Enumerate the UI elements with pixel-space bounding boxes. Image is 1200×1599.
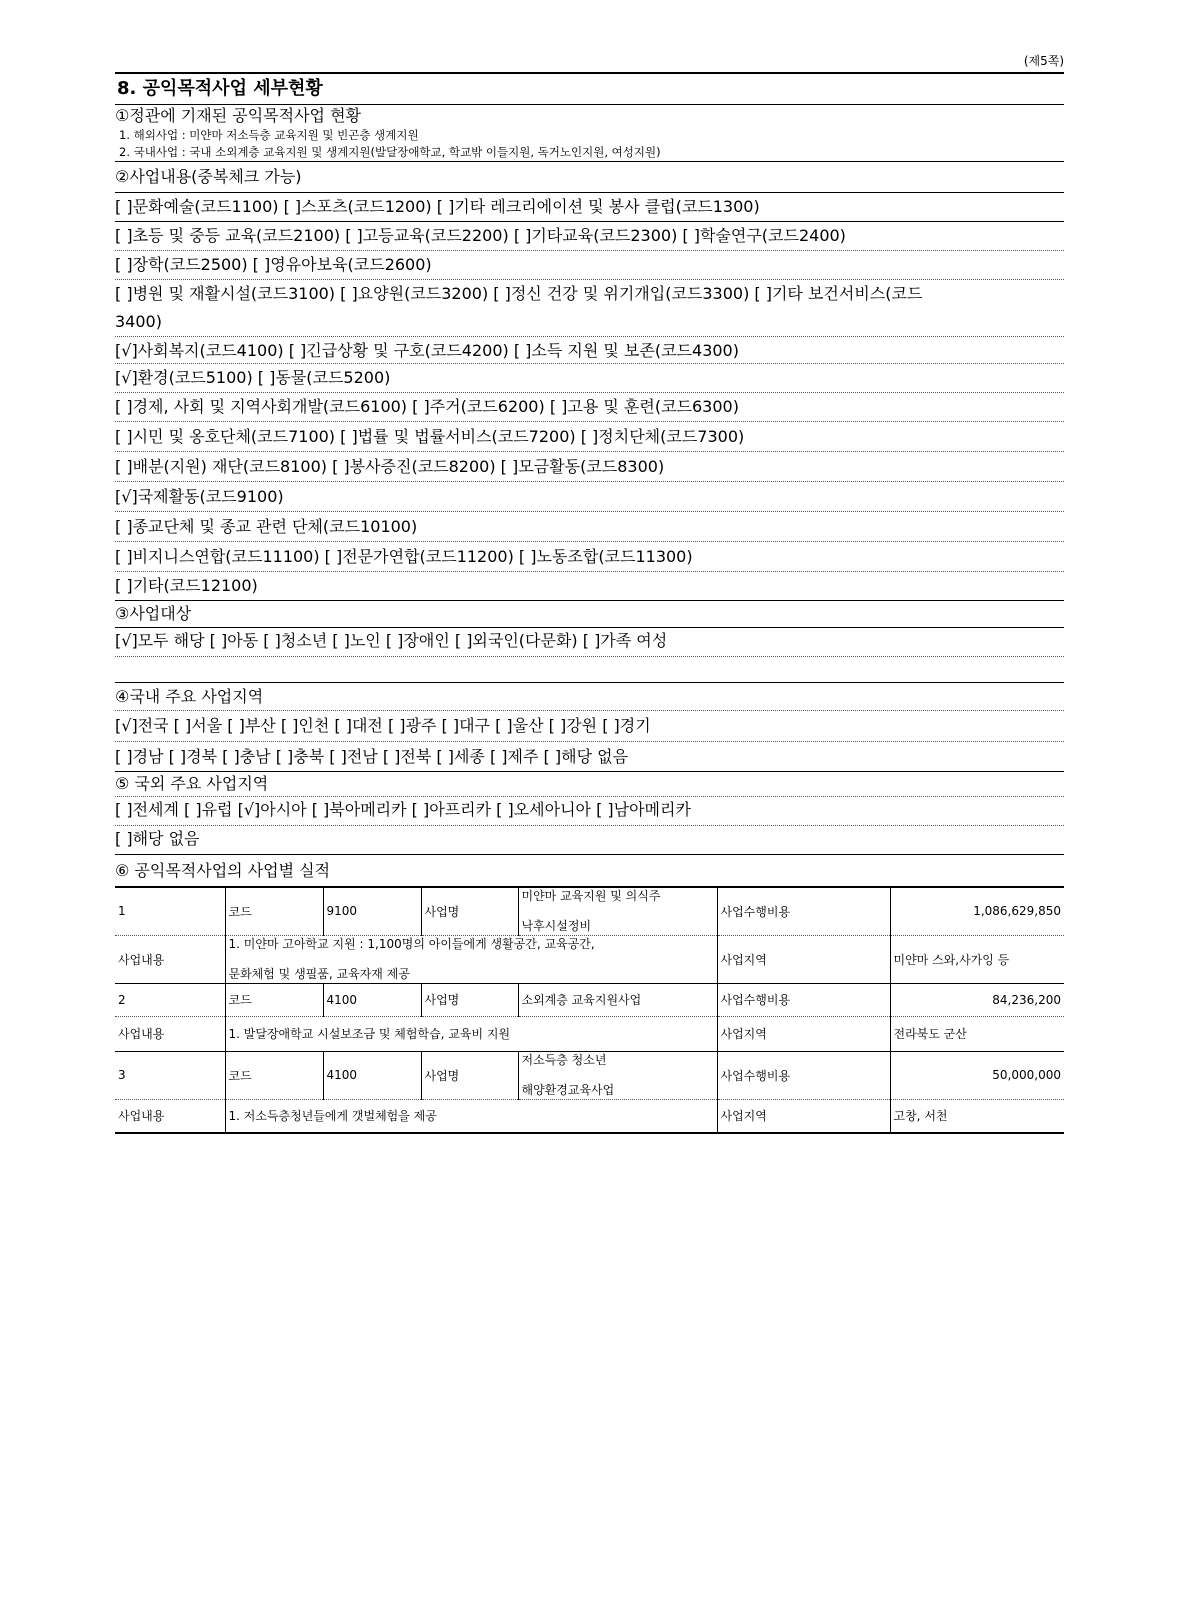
table-row — [115, 1016, 1064, 1051]
name-label: 사업명 — [421, 1051, 518, 1099]
table-row — [115, 935, 1064, 983]
cost-value[interactable]: 1,086,629,850 — [890, 887, 1064, 935]
code-value[interactable]: 9100 — [323, 887, 421, 935]
code-value[interactable]: 4100 — [323, 983, 421, 1016]
business-option-line[interactable]: [√]사회복지(코드4100) [ ]긴급상황 및 구호(코드4200) [ ]소득 지원 및 보존(코드4300) — [115, 337, 1064, 364]
table-row — [115, 887, 1064, 935]
region-label: 사업지역 — [717, 1099, 890, 1133]
region-label: 사업지역 — [717, 935, 890, 983]
project-name-line: 미얀마 교육지원 및 의식주 — [521, 889, 661, 904]
region-value[interactable]: 고창, 서천 — [890, 1099, 1064, 1133]
project-name-line: 해양환경교육사업 — [521, 1083, 615, 1097]
content-cell[interactable]: 1. 발달장애학교 시설보조금 및 체험학습, 교육비 지원 — [225, 1016, 717, 1051]
code-label: 코드 — [225, 983, 323, 1016]
section-4-heading: ④국내 주요 사업지역 — [115, 683, 1064, 711]
business-option-line[interactable]: [ ]경제, 사회 및 지역사회개발(코드6100) [ ]주거(코드6200) [ ]고용 및 훈련(코드6300) — [115, 393, 1064, 422]
section-title-row — [115, 72, 1064, 105]
content-label: 사업내용 — [115, 935, 225, 983]
table-row — [115, 1051, 1064, 1099]
content-cell[interactable]: 1. 저소득층청년들에게 갯벌체험을 제공 — [225, 1099, 717, 1133]
content-line: 1. 미얀마 고아학교 지원 : 1,100명의 아이들에게 생활공간, 교육공간, — [228, 937, 595, 951]
name-label: 사업명 — [421, 983, 518, 1016]
business-option-line[interactable]: [ ]시민 및 옹호단체(코드7100) [ ]법률 및 법률서비스(코드7200) [ ]정치단체(코드7300) — [115, 422, 1064, 452]
region-label: 사업지역 — [717, 1016, 890, 1051]
project-name-cell[interactable]: 소외계층 교육지원사업 — [518, 983, 717, 1016]
empty-row — [115, 657, 1064, 683]
page-title: 8. 공익목적사업 세부현황 — [117, 78, 323, 99]
cost-label: 사업수행비용 — [717, 887, 890, 935]
page-number: (제5쪽) — [1023, 54, 1064, 68]
section-5-heading: ⑤ 국외 주요 사업지역 — [115, 772, 1064, 797]
section-1-line-2: 2. 국내사업 : 국내 소외계층 교육지원 및 생계지원(발달장애학교, 학교밖 이들지원, 독거노인지원, 여성지원) — [119, 145, 661, 159]
business-option-line[interactable]: [√]국제활동(코드9100) — [115, 482, 1064, 512]
content-label: 사업내용 — [115, 1016, 225, 1051]
business-option-line[interactable]: [ ]기타(코드12100) — [115, 572, 1064, 601]
business-option-line[interactable]: [ ]초등 및 중등 교육(코드2100) [ ]고등교육(코드2200) [ ]기타교육(코드2300) [ ]학술연구(코드2400) — [115, 222, 1064, 251]
region-value[interactable]: 전라북도 군산 — [890, 1016, 1064, 1051]
overseas-region-options[interactable]: [ ]전세계 [ ]유럽 [√]아시아 [ ]북아메리카 [ ]아프리카 [ ]오세아니아 [ ]남아메리카 — [115, 797, 1064, 826]
section-6-heading: ⑥ 공익목적사업의 사업별 실적 — [115, 861, 331, 880]
name-label: 사업명 — [421, 887, 518, 935]
table-row — [115, 983, 1064, 1016]
table-row — [115, 1099, 1064, 1133]
code-value[interactable]: 4100 — [323, 1051, 421, 1099]
form-page — [115, 52, 1064, 1134]
target-options[interactable]: [√]모두 해당 [ ]아동 [ ]청소년 [ ]노인 [ ]장애인 [ ]외국인(다문화) [ ]가족 여성 — [115, 628, 1064, 657]
overseas-region-options[interactable]: [ ]해당 없음 — [115, 829, 200, 848]
project-name-cell[interactable] — [518, 1051, 717, 1099]
section-2-heading: ②사업내용(중복체크 가능) — [115, 167, 302, 186]
cost-value[interactable]: 50,000,000 — [890, 1051, 1064, 1099]
content-line: 문화체험 및 생필품, 교육자재 제공 — [228, 967, 410, 981]
business-option-line[interactable]: [ ]비지니스연합(코드11100) [ ]전문가연합(코드11200) [ ]노동조합(코드11300) — [115, 542, 1064, 572]
cost-label: 사업수행비용 — [717, 983, 890, 1016]
section-2-heading-row — [115, 162, 1064, 193]
business-option-line[interactable]: [ ]병원 및 재활시설(코드3100) [ ]요양원(코드3200) [ ]정신 건강 및 위기개입(코드3300) [ ]기타 보건서비스(코드 — [115, 284, 923, 303]
business-option-line[interactable]: [√]환경(코드5100) [ ]동물(코드5200) — [115, 364, 1064, 393]
business-option-line[interactable]: [ ]종교단체 및 종교 관련 단체(코드10100) — [115, 512, 1064, 542]
section-1 — [115, 105, 1064, 162]
region-value[interactable]: 미얀마 스와,사가잉 등 — [890, 935, 1064, 983]
business-option-line[interactable]: [ ]장학(코드2500) [ ]영유아보육(코드2600) — [115, 251, 1064, 280]
project-no: 2 — [115, 983, 225, 1016]
code-label: 코드 — [225, 887, 323, 935]
content-cell[interactable] — [225, 935, 717, 983]
content-label: 사업내용 — [115, 1099, 225, 1133]
business-option-line[interactable]: 3400) — [115, 312, 162, 331]
section-1-heading: ①정관에 기재된 공익목적사업 현황 — [115, 106, 361, 125]
project-no: 3 — [115, 1051, 225, 1099]
section-3-heading: ③사업대상 — [115, 601, 1064, 628]
project-name-cell[interactable] — [518, 887, 717, 935]
project-no: 1 — [115, 887, 225, 935]
business-option-line[interactable]: [ ]문화예술(코드1100) [ ]스포츠(코드1200) [ ]기타 레크리에이션 및 봉사 클럽(코드1300) — [115, 193, 1064, 222]
cost-value[interactable]: 84,236,200 — [890, 983, 1064, 1016]
domestic-region-options[interactable]: [ ]경남 [ ]경북 [ ]충남 [ ]충북 [ ]전남 [ ]전북 [ ]세종 [ ]제주 [ ]해당 없음 — [115, 742, 1064, 772]
domestic-region-options[interactable]: [√]전국 [ ]서울 [ ]부산 [ ]인천 [ ]대전 [ ]광주 [ ]대구 [ ]울산 [ ]강원 [ ]경기 — [115, 711, 1064, 742]
project-name-line: 저소득층 청소년 — [521, 1053, 607, 1067]
cost-label: 사업수행비용 — [717, 1051, 890, 1099]
project-name-line: 낙후시설정비 — [521, 919, 592, 934]
section-1-line-1: 1. 해외사업 : 미얀마 저소득층 교육지원 및 빈곤층 생계지원 — [119, 128, 419, 142]
business-option-line[interactable]: [ ]배분(지원) 재단(코드8100) [ ]봉사증진(코드8200) [ ]모금활동(코드8300) — [115, 452, 1064, 482]
business-option-wrapped — [115, 280, 1064, 337]
performance-table — [115, 886, 1064, 1134]
code-label: 코드 — [225, 1051, 323, 1099]
